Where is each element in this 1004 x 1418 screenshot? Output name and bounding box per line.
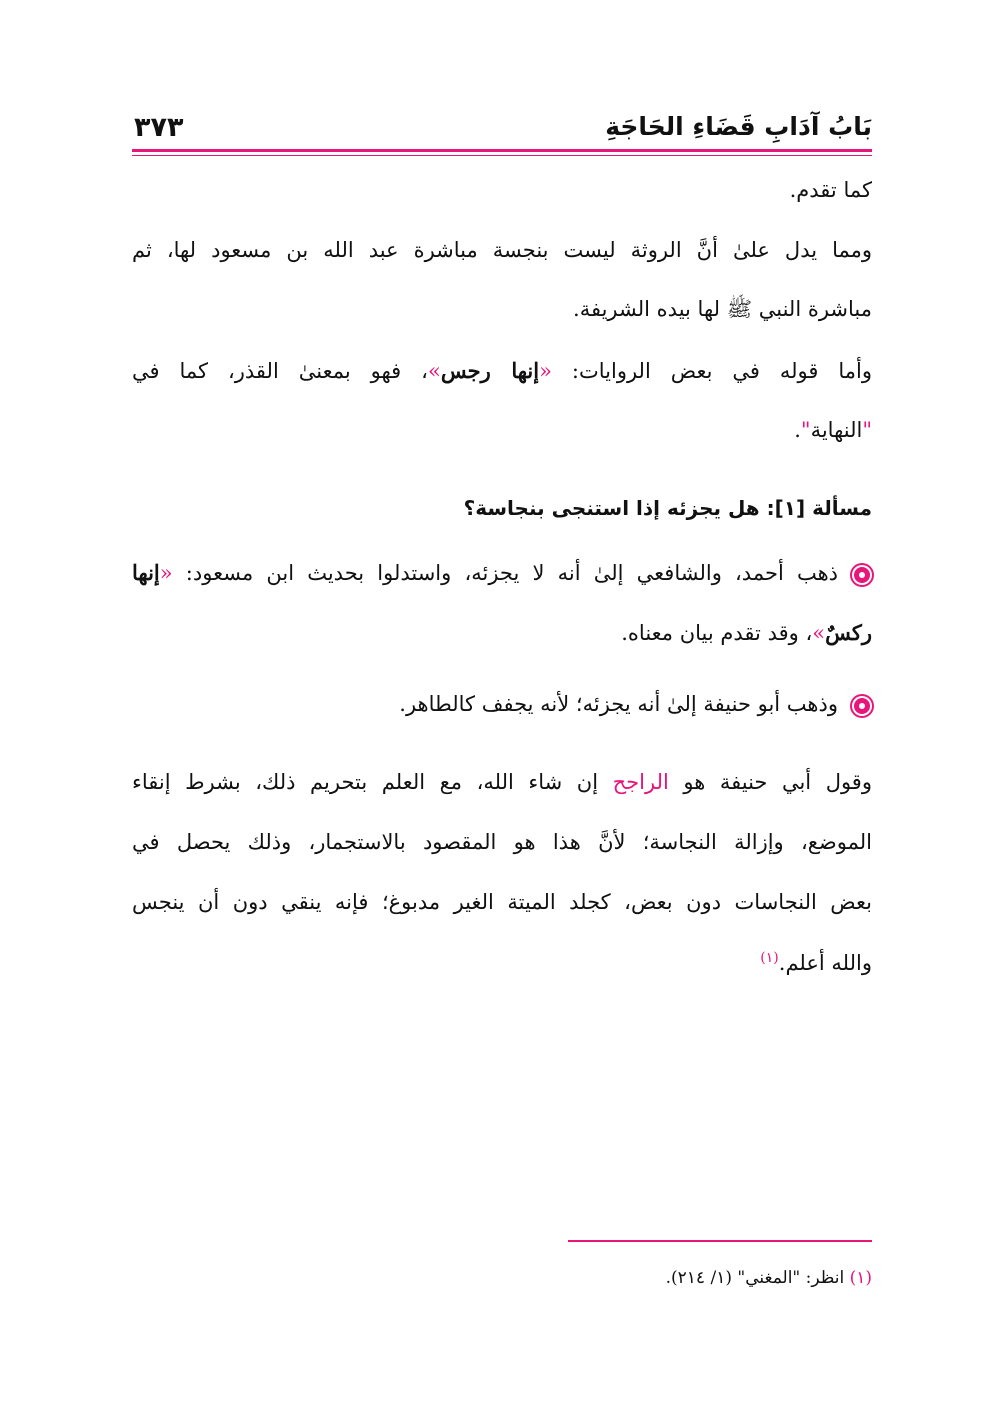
footnote-marker: (١) (849, 1268, 872, 1288)
flower-bullet-icon (852, 696, 872, 716)
issue-question: هل يجزئه إذا استنجى بنجاسة؟ (463, 496, 767, 520)
point-1-line-2 (621, 620, 872, 645)
footnote-ref: (١) (760, 950, 779, 966)
text-run: ، وقد تقدم بيان معناه. (621, 621, 813, 645)
bold-quote: إنها (132, 560, 160, 585)
text-run: ، فهو بمعنىٰ القذر، كما في (132, 359, 428, 383)
quote-mark: « (159, 561, 173, 585)
body-line-2: ومما يدل علىٰ أنَّ الروثة ليست بنجسة مباشرة عبد الله بن مسعود لها، ثم (132, 238, 872, 262)
book-title: النهاية (810, 418, 863, 442)
highlighted-word: الراجح (612, 770, 669, 794)
text-run: والله أعلم. (778, 951, 872, 975)
body-line-4 (132, 358, 872, 383)
issue-heading (464, 496, 872, 520)
footnote-rule (568, 1240, 872, 1242)
quote-mark: » (812, 621, 826, 645)
text-run: إن شاء الله، مع العلم بتحريم ذلك، بشرط إنقاء (132, 770, 613, 794)
footnote (666, 1268, 872, 1288)
body-line-3: مباشرة النبي ﷺ لها بيده الشريفة. (573, 297, 872, 321)
point-2 (399, 692, 872, 716)
quote-mark: « (539, 359, 552, 383)
conclusion-line-1 (132, 770, 872, 794)
text-run: ذهب أحمد، والشافعي إلىٰ أنه لا يجزئه، واستدلوا بحديث ابن مسعود: (172, 561, 838, 585)
point-1-line-1 (132, 560, 872, 585)
bold-quote: إنها رجس (440, 358, 540, 383)
issue-number: مسألة [١]: (766, 496, 872, 520)
flower-bullet-icon (852, 565, 872, 585)
header-rule-thin (132, 155, 872, 156)
period: . (794, 418, 801, 442)
text-run: وقول أبي حنيفة هو (668, 770, 872, 794)
quote-mark: " (862, 418, 872, 442)
quote-mark: " (800, 418, 811, 442)
conclusion-line-2: الموضع، وإزالة النجاسة؛ لأنَّ هذا هو المقصود بالاستجمار، وذلك يحصل في (132, 830, 872, 854)
text-run: وذهب أبو حنيفة إلىٰ أنه يجزئه؛ لأنه يجفف كالطاهر. (399, 692, 838, 716)
chapter-title: بَابُ آدَابِ قَضَاءِ الحَاجَةِ (605, 112, 872, 141)
quote-mark: » (427, 359, 441, 383)
body-line-5 (794, 418, 872, 442)
page-number: ٣٧٣ (134, 112, 184, 143)
header-rule-thick (132, 149, 872, 152)
bold-quote: ركسٌ (825, 620, 872, 645)
body-line-1: كما تقدم. (789, 178, 872, 202)
conclusion-line-3: بعض النجاسات دون بعض، كجلد الميتة الغير مدبوغ؛ فإنه ينقي دون أن ينجس (132, 890, 872, 914)
footnote-text: انظر: "المغني" (١/ ٢١٤). (665, 1268, 850, 1288)
text-run: وأما قوله في بعض الروايات: (551, 359, 873, 383)
conclusion-line-4 (760, 950, 872, 975)
